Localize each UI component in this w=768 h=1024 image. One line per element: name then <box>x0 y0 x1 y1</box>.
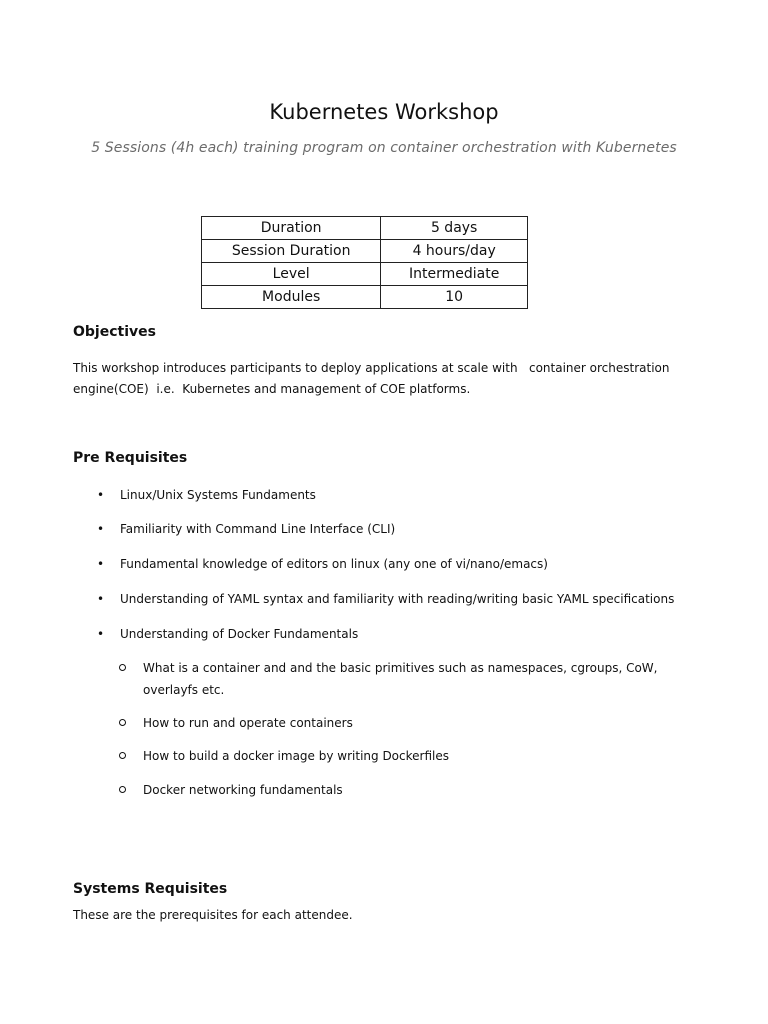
sub-list-item-text: How to run and operate containers <box>143 716 353 730</box>
table-row <box>202 286 528 309</box>
circle-bullet-icon <box>119 752 126 759</box>
table-row <box>202 263 528 286</box>
list-item-text: Understanding of Docker Fundamentals <box>120 627 359 641</box>
circle-bullet-icon <box>119 786 126 793</box>
systems-heading: Systems Requisites <box>73 881 228 897</box>
table-cell-value: Intermediate <box>381 263 528 286</box>
list-item-text: Linux/Unix Systems Fundaments <box>120 488 316 502</box>
page-subtitle: 5 Sessions (4h each) training program on container orchestration with Kubernetes <box>91 140 677 156</box>
table-row <box>202 240 528 263</box>
objectives-heading: Objectives <box>73 324 156 340</box>
page-title: Kubernetes Workshop <box>269 100 499 124</box>
sub-list-item-text: Docker networking fundamentals <box>143 783 343 797</box>
objectives-text <box>73 358 703 400</box>
systems-text: These are the prerequisites for each attendee. <box>73 908 353 922</box>
bullet-icon: • <box>97 522 105 536</box>
objectives-text-line: This workshop introduces participants to deploy applications at scale with container orchestration <box>73 361 670 375</box>
list-item-text: Fundamental knowledge of editors on linux (any one of vi/nano/emacs) <box>120 557 548 571</box>
bullet-icon: • <box>97 627 105 641</box>
circle-bullet-icon <box>119 719 126 726</box>
table-cell-value: 4 hours/day <box>381 240 528 263</box>
sub-list-item-text: How to build a docker image by writing Dockerfiles <box>143 749 449 763</box>
list-item-text: Understanding of YAML syntax and familiarity with reading/writing basic YAML specifications <box>120 592 675 606</box>
list-item-text: Familiarity with Command Line Interface (CLI) <box>120 522 396 536</box>
table-cell-value: 5 days <box>381 217 528 240</box>
table-cell-key: Session Duration <box>202 240 381 263</box>
circle-bullet-icon <box>119 664 126 671</box>
bullet-icon: • <box>97 488 105 502</box>
objectives-text-line: engine(COE) i.e. Kubernetes and management of COE platforms. <box>73 382 471 396</box>
table-cell-key: Level <box>202 263 381 286</box>
table-cell-key: Duration <box>202 217 381 240</box>
sub-list-item-text: What is a container and and the basic primitives such as namespaces, cgroups, CoW, overlayfs etc. <box>143 661 658 697</box>
table-cell-key: Modules <box>202 286 381 309</box>
table-cell-value: 10 <box>381 286 528 309</box>
prerequisites-heading: Pre Requisites <box>73 450 188 466</box>
bullet-icon: • <box>97 592 105 606</box>
bullet-icon: • <box>97 557 105 571</box>
table-row <box>202 217 528 240</box>
workshop-info-table <box>201 216 528 309</box>
